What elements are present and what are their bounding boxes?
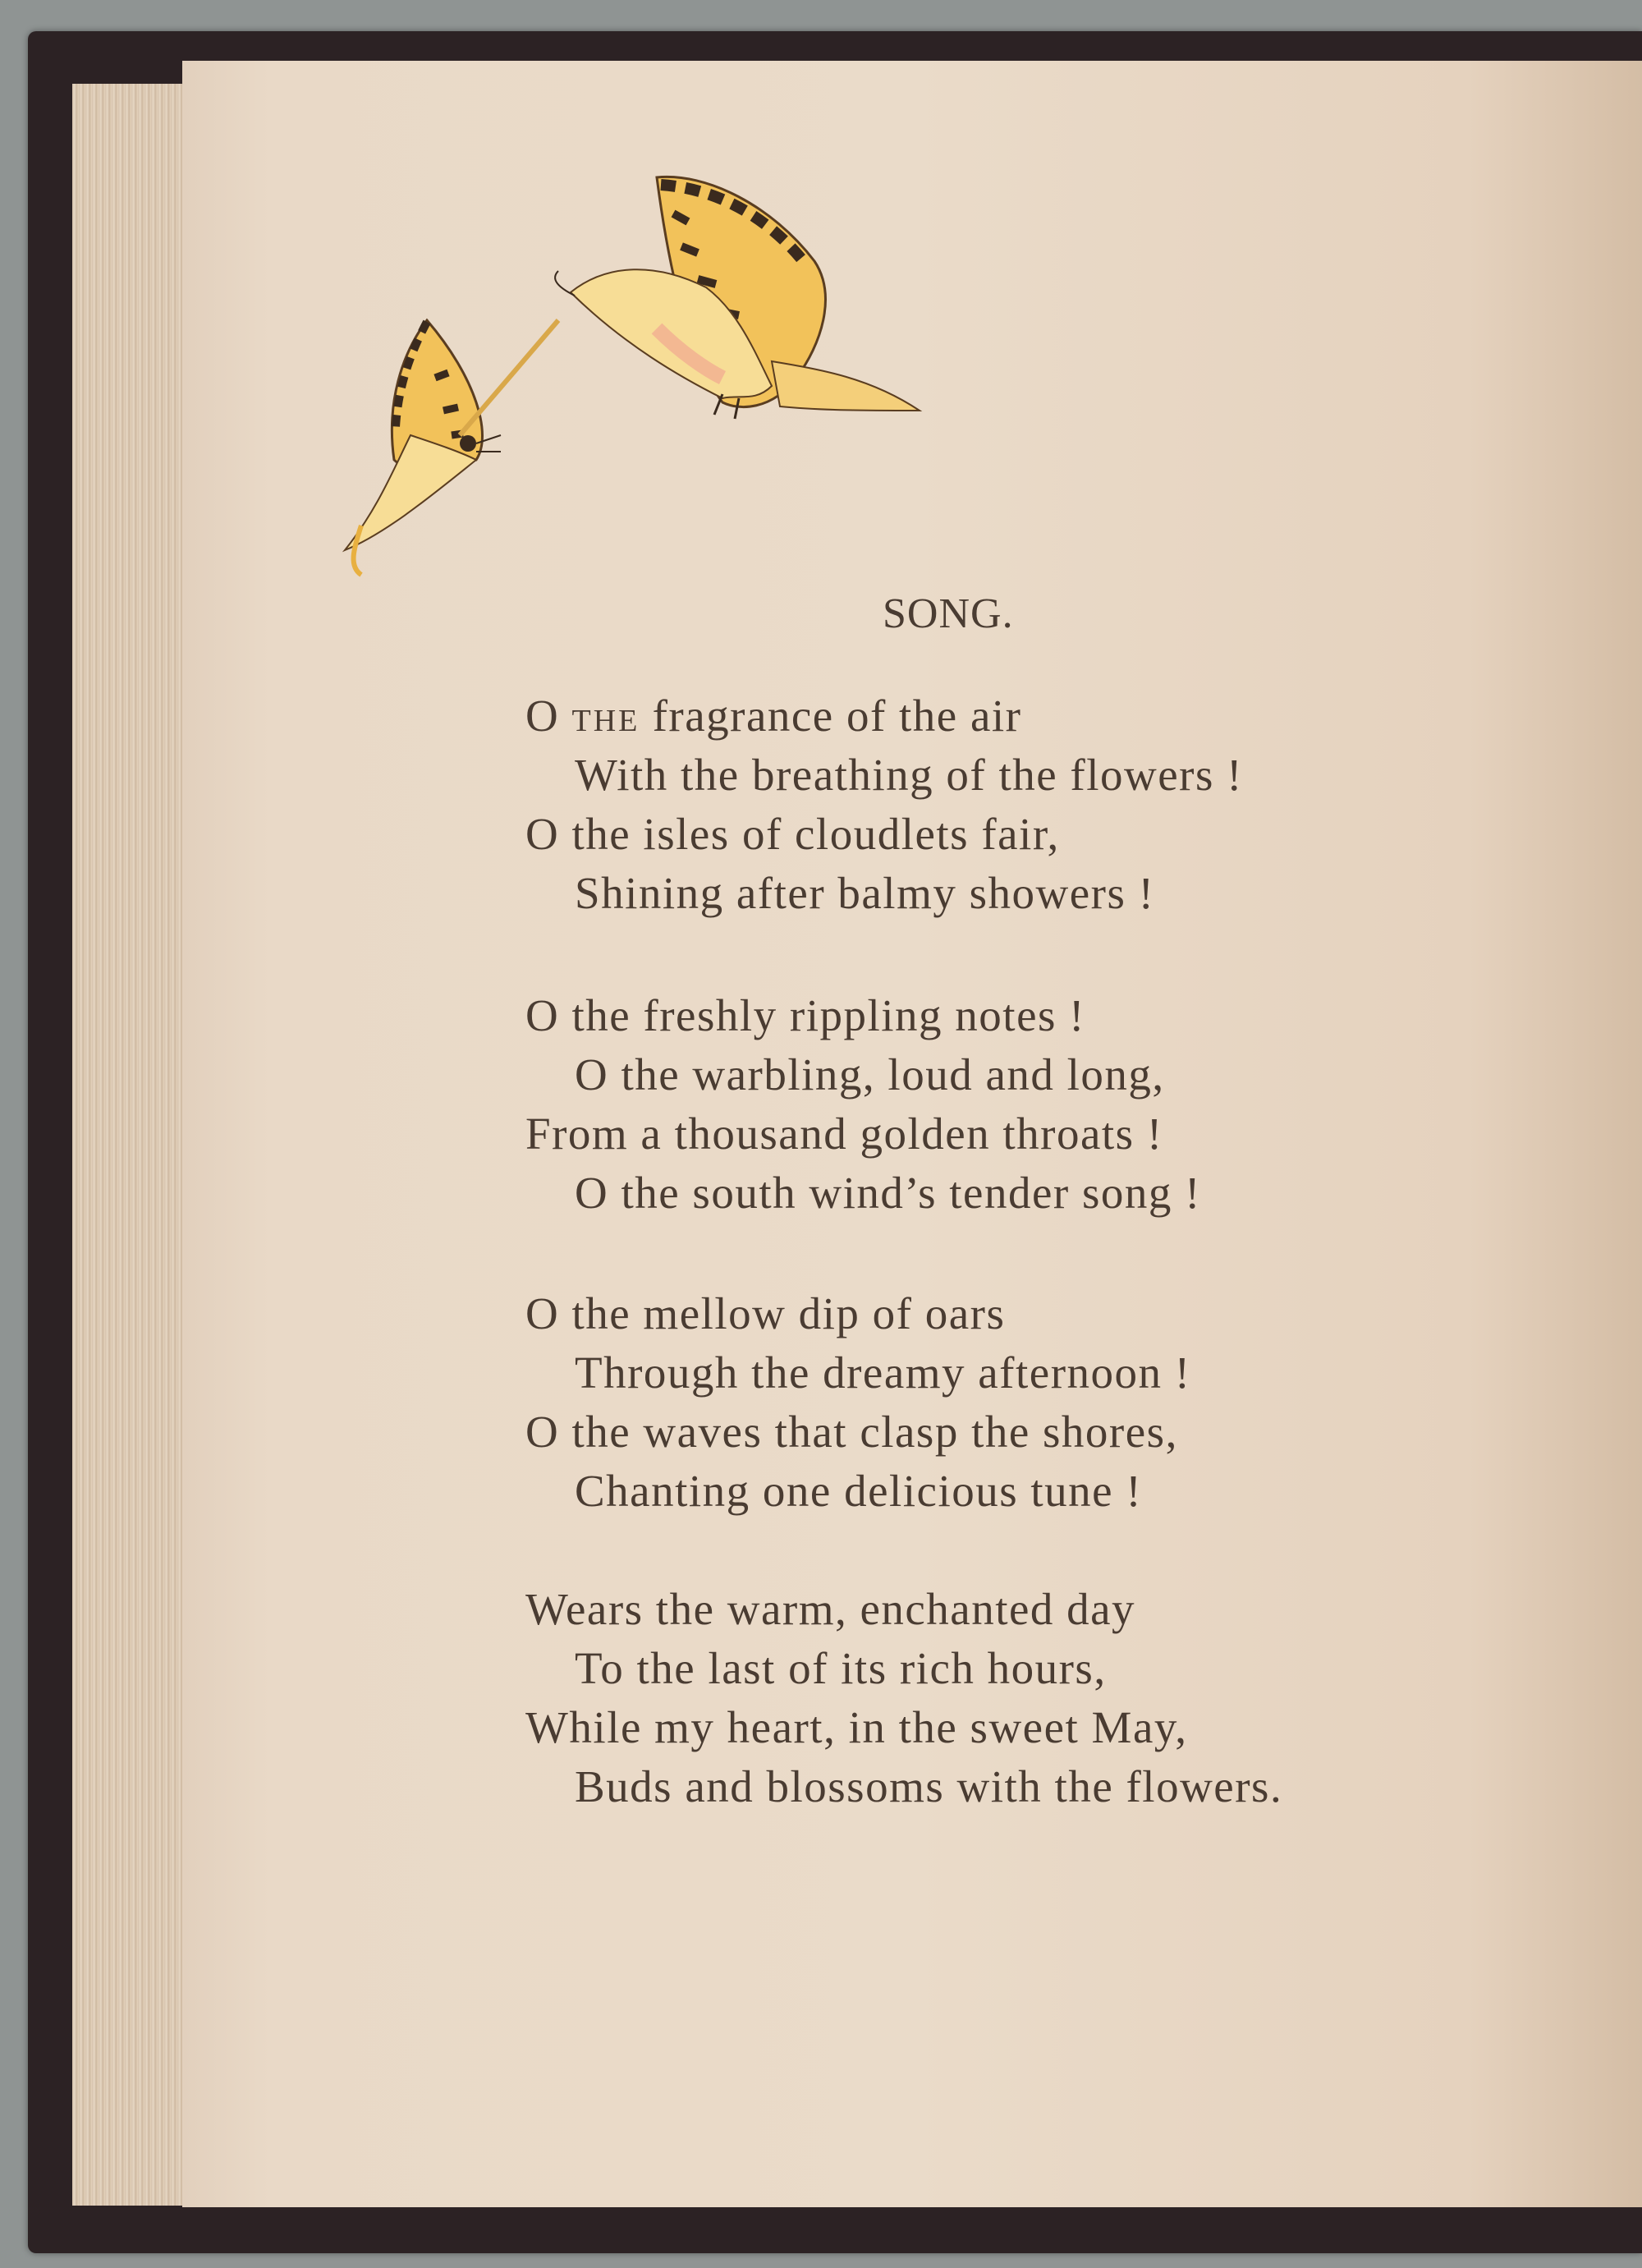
butterfly-icon [555,177,920,419]
poem-line: O the warbling, loud and long, [575,1049,1165,1100]
poem-line: O the mellow dip of oars [525,1288,1006,1338]
page-edges [72,84,187,2206]
poem-line: Wears the warm, enchanted day [525,1584,1136,1634]
poem-line: From a thousand golden throats ! [525,1109,1163,1159]
poem-line: O the waves that clasp the shores, [525,1407,1178,1457]
poem-line: O the south wind’s tender song ! [575,1168,1201,1218]
poem-line: To the last of its rich hours, [575,1643,1107,1693]
poem-line: Through the dreamy afternoon ! [575,1347,1191,1398]
butterfly-icon [345,320,558,575]
poem-title: SONG. [883,590,1014,637]
poem-line: O THE fragrance of the air [525,691,1022,741]
poem-line: With the breathing of the flowers ! [575,750,1243,800]
poem-line: O the isles of cloudlets fair, [525,809,1060,859]
poem-line: Shining after balmy showers ! [575,868,1155,918]
poem-line: Buds and blossoms with the flowers. [575,1761,1283,1811]
poem-line: While my heart, in the sweet May, [525,1702,1188,1752]
poem-line: Chanting one delicious tune ! [575,1466,1143,1516]
poem-line: O the freshly rippling notes ! [525,990,1085,1040]
